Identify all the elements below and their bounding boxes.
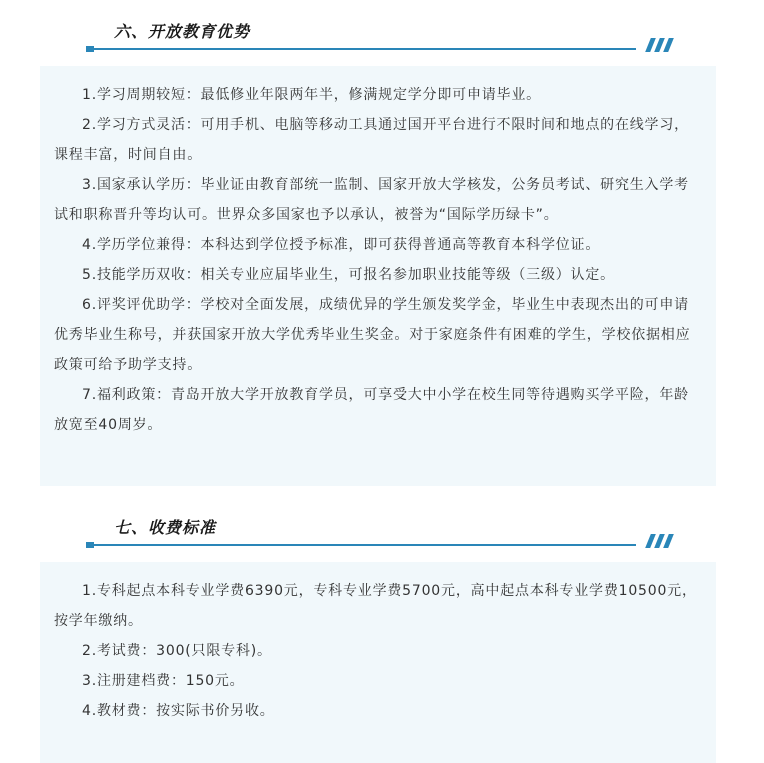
advantage-item: 6.评奖评优助学：学校对全面发展，成绩优异的学生颁发奖学金，毕业生中表现杰出的可申请优秀毕业生称号，并获国家开放大学优秀毕业生奖金。对于家庭条件有困难的学生，学校依据相应政策可给予助学支持。 <box>54 297 691 373</box>
advantage-item: 5.技能学历双收：相关专业应届毕业生，可报名参加职业技能等级（三级）认定。 <box>82 267 615 283</box>
fee-item: 1.专科起点本科专业学费6390元，专科专业学费5700元，高中起点本科专业学费10500元，按学年缴纳。 <box>54 583 697 629</box>
stripes-icon <box>644 38 674 52</box>
advantage-item: 1.学习周期较短：最低修业年限两年半，修满规定学分即可申请毕业。 <box>82 87 541 103</box>
section-divider-marker <box>86 46 94 52</box>
section-divider-line <box>86 48 636 50</box>
advantage-item: 2.学习方式灵活：可用手机、电脑等移动工具通过国开平台进行不限时间和地点的在线学习，课程丰富，时间自由。 <box>54 117 689 163</box>
fees-content-box <box>40 562 716 763</box>
fee-item: 4.教材费：按实际书价另收。 <box>82 703 275 719</box>
section-header-advantages <box>86 20 672 60</box>
advantage-item: 7.福利政策：青岛开放大学开放教育学员，可享受大中小学在校生同等待遇购买学平险，年龄放宽至40周岁。 <box>54 387 689 433</box>
advantage-item: 3.国家承认学历：毕业证由教育部统一监制、国家开放大学核发，公务员考试、研究生入学考试和职称晋升等均认可。世界众多国家也予以承认，被誉为“国际学历绿卡”。 <box>54 177 689 223</box>
section-divider-line <box>86 544 636 546</box>
stripes-icon <box>644 534 674 548</box>
section-title-advantages: 六、开放教育优势 <box>114 22 251 41</box>
section-divider-marker <box>86 542 94 548</box>
section-header-fees <box>86 516 672 556</box>
fee-item: 3.注册建档费：150元。 <box>82 673 245 689</box>
fee-item: 2.考试费：300(只限专科)。 <box>82 643 272 659</box>
section-title-fees: 七、收费标准 <box>114 518 217 537</box>
advantage-item: 4.学历学位兼得：本科达到学位授予标准，即可获得普通高等教育本科学位证。 <box>82 237 601 253</box>
advantages-content-box <box>40 66 716 486</box>
